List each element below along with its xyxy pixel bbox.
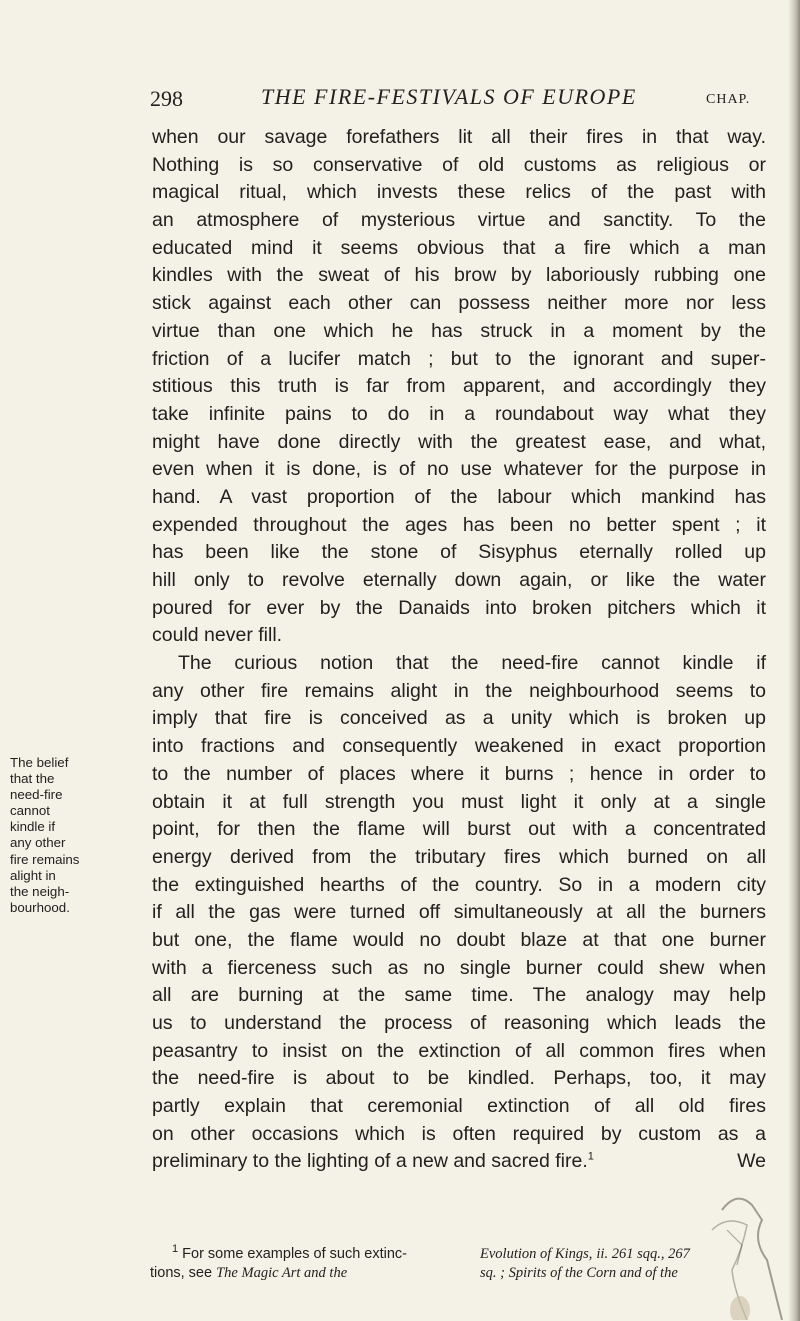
text-line: educated mind it seems obvious that a fire which a man (152, 236, 766, 259)
running-header (150, 84, 750, 124)
text-line: take infinite pains to do in a roundabout way what they (152, 402, 766, 425)
text-line-with-footnote (152, 1148, 766, 1176)
page-edge-shadow (788, 0, 800, 1321)
chapter-label: CHAP. (706, 92, 751, 107)
text-line: energy derived from the tributary fires which burned on all (152, 845, 766, 868)
text-line: with a fierceness such as no single burner could shew when (152, 956, 766, 979)
text-line: virtue than one which he has struck in a moment by the (152, 319, 766, 342)
running-title: THE FIRE-FESTIVALS OF EUROPE (261, 84, 637, 109)
footnote-text: tions, see (150, 1265, 213, 1281)
text-line: to the number of places where it burns ; hence in order to (152, 762, 766, 785)
text-line: on other occasions which is often required by custom as a (152, 1122, 766, 1145)
text-line: any other fire remains alight in the neighbourhood seems to (152, 679, 766, 702)
text-line: hill only to revolve eternally down again, or like the water (152, 569, 766, 591)
text-line: partly explain that ceremonial extinction of all old fires (152, 1095, 766, 1118)
text-fragment: preliminary to the lighting of a new and sacred fire. (152, 1150, 588, 1173)
footnote-citation-rest: ii. 261 sqq., 267 (596, 1246, 690, 1262)
paragraph-first-line: The curious notion that the need-fire cannot kindle if (178, 652, 766, 675)
text-line: expended throughout the ages has been no better spent ; it (152, 513, 766, 536)
page-number: 298 (150, 86, 183, 111)
footnote-citation: Evolution of Kings, (480, 1246, 593, 1262)
text-line: imply that fire is conceived as a unity which is broken up (152, 707, 766, 730)
text-line: but one, the flame would no doubt blaze at that one burner (152, 928, 766, 951)
text-line: Nothing is so conservative of old customs as religious or (152, 153, 766, 176)
text-line: if all the gas were turned off simultaneously at all the burners (152, 901, 766, 924)
text-line: hand. A vast proportion of the labour which mankind has (152, 485, 766, 508)
text-line: us to understand the process of reasoning which leads the (152, 1012, 766, 1034)
sidenote-line: fire remains (10, 851, 80, 867)
sidenote-line: cannot (10, 803, 50, 819)
text-line: friction of a lucifer match ; but to the ignorant and super- (152, 347, 766, 370)
text-line: an atmosphere of mysterious virtue and sanctity. To the (152, 209, 766, 232)
text-line: peasantry to insist on the extinction of all common fires when (152, 1039, 766, 1062)
sidenote-line: bourhood. (10, 899, 70, 915)
text-line: stick against each other can possess neither more nor less (152, 292, 766, 315)
sidenote-line: need-fire (10, 787, 63, 803)
main-text (152, 124, 766, 1176)
text-line: all are burning at the same time. The analogy may help (152, 984, 766, 1007)
text-line: stitious this truth is far from apparent, and accordingly they (152, 375, 766, 398)
text-line: point, for then the flame will burst out with a concentrated (152, 818, 766, 841)
footnote-reference[interactable]: 1 (587, 1150, 594, 1163)
text-line: kindles with the sweat of his brow by laboriously rubbing one (152, 264, 766, 287)
sidenote-line: The belief (10, 755, 69, 770)
sidenote-line: alight in (10, 867, 56, 883)
marginal-note (10, 755, 90, 916)
text-line: when our savage forefathers lit all their fires in that way. (152, 126, 766, 148)
text-line: into fractions and consequently weakened in exact proportion (152, 735, 766, 758)
sidenote-line: the neigh- (10, 883, 70, 899)
sidenote-line: any other (10, 835, 66, 851)
text-fragment: We (737, 1150, 766, 1173)
text-line: the need-fire is about to be kindled. Perhaps, too, it may (152, 1067, 766, 1090)
footnote-citation-rest: sq. ; Spirits of the Corn and of the (480, 1265, 678, 1281)
footnote-citation: The Magic Art and the (216, 1265, 348, 1281)
footnote-text: For some examples of such extinc- (182, 1246, 407, 1262)
text-line: obtain it at full strength you must light it only at a single (152, 790, 766, 813)
text-line: might have done directly with the greatest ease, and what, (152, 430, 766, 453)
sidenote-line: that the (10, 771, 55, 787)
text-line: has been like the stone of Sisyphus eternally rolled up (152, 541, 766, 564)
text-line: even when it is done, is of no use whatever for the purpose in (152, 458, 766, 481)
text-line: could never fill. (152, 624, 283, 647)
library-stamp-image (692, 1170, 792, 1320)
text-line: poured for ever by the Danaids into broken pitchers which it (152, 596, 766, 619)
footnote-marker: 1 (172, 1243, 179, 1256)
text-line: the extinguished hearths of the country. So in a modern city (152, 873, 766, 896)
sidenote-line: kindle if (10, 819, 56, 835)
text-line: magical ritual, which invests these relics of the past with (152, 181, 766, 204)
